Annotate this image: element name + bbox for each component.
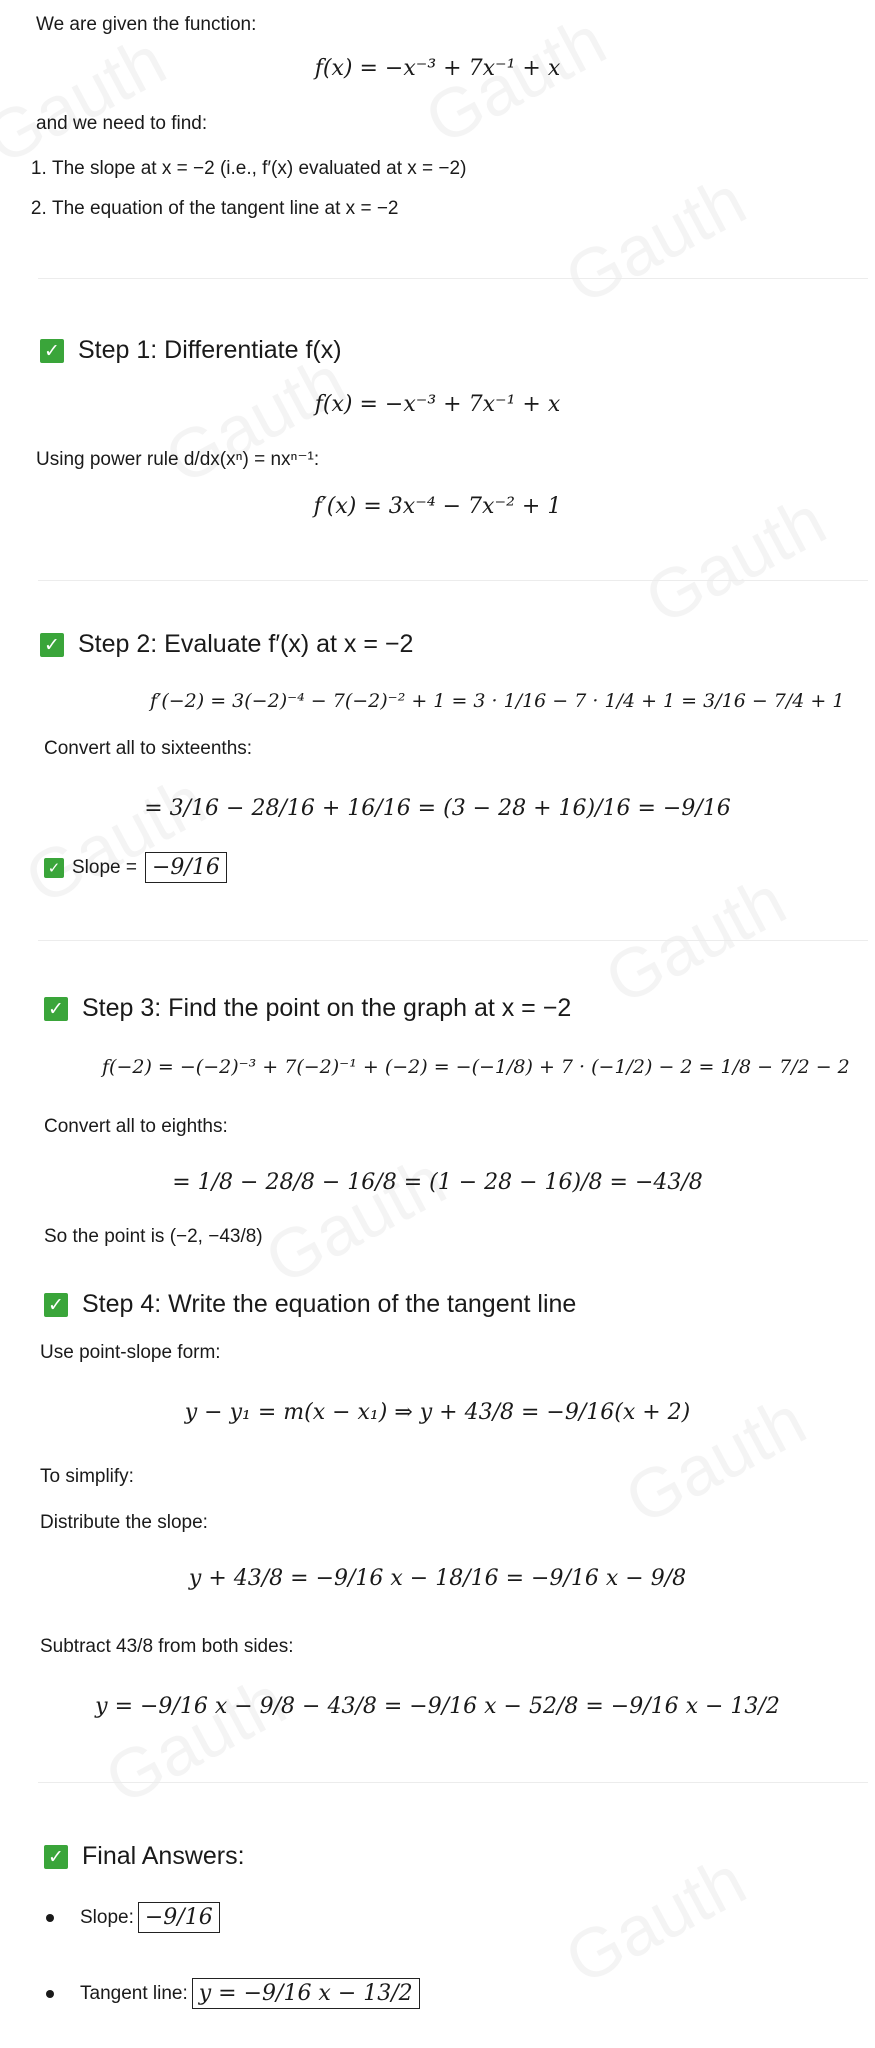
final-slope-row: [46, 1902, 220, 1933]
step2-sum: = 3/16 − 28/16 + 16/16 = (3 − 28 + 16)/16 = −9/16: [144, 796, 731, 821]
step1-function: f(x) = −x⁻³ + 7x⁻¹ + x: [314, 392, 561, 417]
step4-title: Step 4: Write the equation of the tangent line: [82, 1290, 577, 1318]
step1-title: Step 1: Differentiate f(x): [78, 336, 342, 364]
watermark: [92, 1660, 298, 1820]
final-title: Final Answers:: [82, 1842, 245, 1870]
step4-distributed-equation: y + 43/8 = −9/16 x − 18/16 = −9/16 x − 9/8: [188, 1566, 687, 1591]
watermark: [552, 160, 758, 320]
divider: [38, 278, 868, 279]
step3-sum: = 1/8 − 28/8 − 16/8 = (1 − 28 − 16)/8 = −43/8: [172, 1170, 703, 1195]
watermark: [12, 760, 218, 920]
bullet: [46, 1914, 54, 1922]
step1-heading: [40, 336, 342, 365]
final-tangent-label: Tangent line:: [80, 1982, 188, 2004]
intro-need-text: and we need to find:: [36, 113, 208, 134]
step2-title: Step 2: Evaluate f′(x) at x = −2: [78, 630, 414, 658]
watermark: [252, 1140, 458, 1300]
divider: [38, 940, 868, 941]
step3-evaluation: f(−2) = −(−2)⁻³ + 7(−2)⁻¹ + (−2) = −(−1/8) + 7 · (−1/2) − 2 = 1/8 − 7/2 − 2: [102, 1056, 850, 1078]
check-icon: ✓: [40, 633, 64, 657]
watermark: [552, 1840, 758, 2000]
requirement-item: 2. The equation of the tangent line at x = −2: [52, 198, 466, 220]
step4-simplify-text: To simplify:: [40, 1466, 134, 1487]
step4-distribute-text: Distribute the slope:: [40, 1512, 208, 1533]
watermark: [0, 20, 178, 180]
final-slope-boxed: −9/16: [138, 1902, 220, 1933]
check-icon: ✓: [40, 339, 64, 363]
final-tangent-boxed: y = −9/16 x − 13/2: [192, 1978, 420, 2009]
intro-function: f(x) = −x⁻³ + 7x⁻¹ + x: [314, 56, 561, 81]
check-icon: ✓: [44, 997, 68, 1021]
step4-point-slope: y − y₁ = m(x − x₁) ⇒ y + 43/8 = −9/16(x + 2): [184, 1400, 691, 1425]
step4-subtract-text: Subtract 43/8 from both sides:: [40, 1636, 294, 1657]
step3-heading: [44, 994, 571, 1023]
step4-final-equation: y = −9/16 x − 9/8 − 43/8 = −9/16 x − 52/8 = −9/16 x − 13/2: [95, 1694, 780, 1719]
slope-label: Slope =: [72, 856, 137, 878]
step3-point-text: So the point is (−2, −43/8): [44, 1226, 263, 1247]
step1-rule-text: Using power rule d/dx(xⁿ) = nxⁿ⁻¹:: [36, 449, 320, 470]
bullet: [46, 1990, 54, 1998]
step2-slope-result: [44, 852, 227, 883]
requirement-item: 1. The slope at x = −2 (i.e., f′(x) evaluated at x = −2): [52, 158, 466, 180]
step2-convert-text: Convert all to sixteenths:: [44, 738, 253, 759]
final-tangent-row: [46, 1978, 420, 2009]
step1-derivative: f′(x) = 3x⁻⁴ − 7x⁻² + 1: [313, 494, 562, 519]
final-slope-label: Slope:: [80, 1906, 134, 1928]
step3-title: Step 3: Find the point on the graph at x = −2: [82, 994, 572, 1022]
final-heading: [44, 1842, 245, 1871]
step2-evaluation: f′(−2) = 3(−2)⁻⁴ − 7(−2)⁻² + 1 = 3 · 1/16 − 7 · 1/4 + 1 = 3/16 − 7/4 + 1: [150, 690, 845, 712]
slope-boxed-value: −9/16: [145, 852, 227, 883]
step3-convert-text: Convert all to eighths:: [44, 1116, 228, 1137]
requirements-list: [22, 158, 466, 238]
check-icon: ✓: [44, 1293, 68, 1317]
step4-use-text: Use point-slope form:: [40, 1342, 221, 1363]
intro-given-text: We are given the function:: [36, 14, 257, 35]
divider: [38, 580, 868, 581]
divider: [38, 1782, 868, 1783]
check-icon: ✓: [44, 1845, 68, 1869]
check-icon: ✓: [44, 858, 64, 878]
step2-heading: [40, 630, 413, 659]
step4-heading: [44, 1290, 576, 1319]
